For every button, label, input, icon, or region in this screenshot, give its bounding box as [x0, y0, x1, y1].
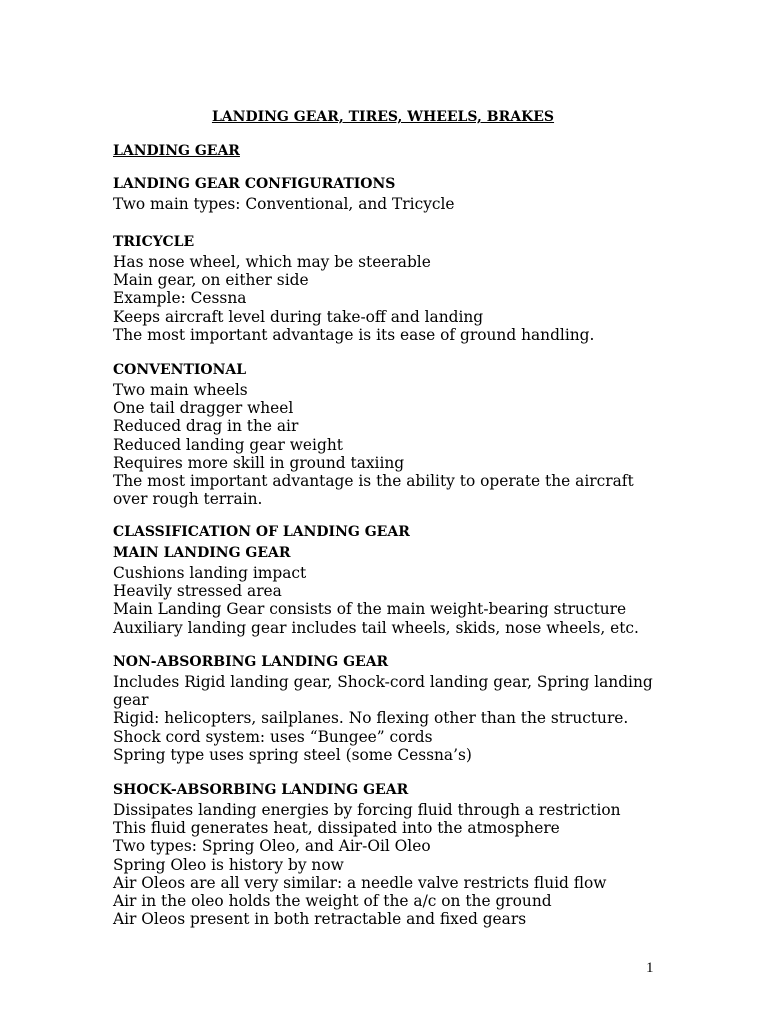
block-heading: MAIN LANDING GEAR: [113, 545, 291, 561]
block-non-absorbing-landing-gear: [113, 652, 653, 764]
block-line: Has nose wheel, which may be steerable: [113, 253, 431, 271]
block-line: Main Landing Gear consists of the main weight-bearing structure: [113, 600, 627, 619]
block-main-landing-gear: [113, 543, 653, 637]
block-line: This fluid generates heat, dissipated into the atmosphere: [113, 819, 560, 838]
block-line: Keeps aircraft level during take-off and landing: [113, 307, 484, 326]
block-line: Reduced landing gear weight: [113, 435, 343, 454]
block-heading: CLASSIFICATION OF LANDING GEAR: [113, 524, 410, 540]
block-line: Air Oleos are all very similar: a needle valve restricts fluid flow: [113, 873, 607, 892]
block-conventional: [113, 360, 653, 508]
block-shock-absorbing-landing-gear: [113, 780, 653, 928]
block-heading: SHOCK-ABSORBING LANDING GEAR: [113, 782, 409, 798]
block-line: Spring Oleo is history by now: [113, 855, 344, 874]
block-line: Includes Rigid landing gear, Shock-cord landing gear, Spring landing gear: [113, 673, 653, 710]
block-line: Heavily stressed area: [113, 582, 282, 601]
block-line: Main gear, on either side: [113, 271, 309, 290]
block-line: Air Oleos present in both retractable and fixed gears: [113, 910, 527, 929]
block-heading: CONVENTIONAL: [113, 362, 247, 378]
block-heading: NON-ABSORBING LANDING GEAR: [113, 654, 389, 670]
block-line: Shock cord system: uses “Bungee” cords: [113, 727, 433, 746]
block-line: Air in the oleo holds the weight of the a/c on the ground: [113, 892, 552, 911]
section-heading-landing-gear: LANDING GEAR: [113, 143, 240, 159]
block-tricycle: [113, 232, 653, 344]
block-line: Two main wheels: [113, 381, 248, 399]
block-line: Auxiliary landing gear includes tail wheels, skids, nose wheels, etc.: [113, 618, 639, 637]
block-classification: [113, 522, 653, 543]
block-line: Requires more skill in ground taxiing: [113, 453, 405, 472]
block-line: Spring type uses spring steel (some Cessna’s): [113, 745, 472, 764]
block-landing-gear-configurations: [113, 174, 653, 213]
block-line: Two types: Spring Oleo, and Air-Oil Oleo: [113, 837, 431, 856]
block-line: Two main types: Conventional, and Tricycle: [113, 195, 455, 213]
page-number: 1: [646, 960, 654, 976]
block-line: Reduced drag in the air: [113, 417, 299, 436]
block-line: The most important advantage is the ability to operate the aircraft over rough terrain.: [113, 472, 634, 509]
block-line: Dissipates landing energies by forcing fluid through a restriction: [113, 801, 621, 819]
document-title: LANDING GEAR, TIRES, WHEELS, BRAKES: [211, 109, 555, 125]
block-line: Cushions landing impact: [113, 564, 307, 582]
block-heading: LANDING GEAR CONFIGURATIONS: [113, 176, 396, 192]
block-heading: TRICYCLE: [113, 234, 195, 250]
block-line: Rigid: helicopters, sailplanes. No flexing other than the structure.: [113, 709, 629, 728]
block-line: The most important advantage is its ease of ground handling.: [113, 325, 595, 344]
block-line: Example: Cessna: [113, 289, 247, 308]
block-line: One tail dragger wheel: [113, 399, 294, 418]
